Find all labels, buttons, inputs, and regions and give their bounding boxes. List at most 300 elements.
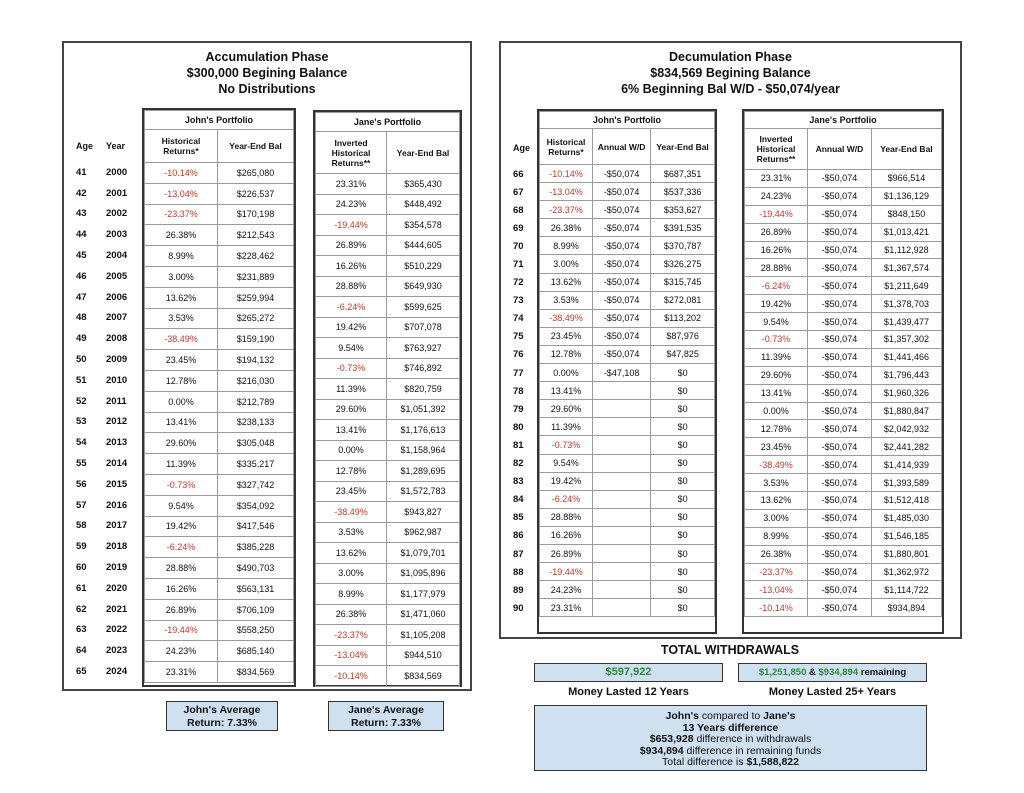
decum-age-row [513,599,539,617]
jane-bal-cell: $1,378,703 [871,295,941,313]
john-money-lasted: Money Lasted 12 Years [568,686,689,698]
accum-age-row [76,432,136,453]
john-accum-row [145,308,294,329]
age-cell: 68 [513,204,524,216]
jane-returns-cell: 26.89% [316,235,387,256]
jane-accum-row [316,276,460,297]
john-accum-row [145,246,294,267]
john-wd-cell [593,382,651,400]
decum-age-row [513,581,539,599]
accum-age-row [76,495,136,516]
jane-wd-cell: -$50,074 [808,581,872,599]
john-returns-cell: 8.99% [540,237,593,255]
age-cell: 52 [76,395,87,407]
decum-age-row [513,201,539,219]
john-accum-row [145,474,294,495]
john-bal-cell: $194,132 [218,350,294,371]
jane-accum-row [316,215,460,236]
john-bal-cell: $0 [651,436,715,454]
jane-wd-cell: -$50,074 [808,492,872,510]
jane-bal-cell: $943,827 [387,502,460,523]
john-returns-cell: 9.54% [540,454,593,472]
john-bal-cell: $687,351 [651,165,715,183]
john-bal-header: Year-End Bal [218,130,294,163]
john-bal-cell: $0 [651,563,715,581]
john-returns-cell: -10.14% [540,165,593,183]
jane-wd-cell: -$50,074 [808,527,872,545]
john-accum-row [145,287,294,308]
jane-returns-cell: 12.78% [745,420,808,438]
john-returns-cell: 3.00% [540,255,593,273]
jane-accum-row [316,481,460,502]
jane-bal-cell: $1,051,392 [387,399,460,420]
jane-accum-row [316,194,460,215]
jane-accum-row [316,645,460,666]
age-cell: 76 [513,349,524,361]
john-bal-cell: $354,092 [218,495,294,516]
jane-bal-cell: $1,393,589 [871,474,941,492]
john-returns-cell: -0.73% [540,436,593,454]
accum-age-row [76,640,136,661]
john-bal-cell: $706,109 [218,599,294,620]
age-cell: 66 [513,168,524,180]
john-returns-cell: 3.53% [145,308,218,329]
jane-bal-cell: $944,510 [387,645,460,666]
jane-returns-cell: -13.04% [745,581,808,599]
john-returns-cell: -38.49% [145,329,218,350]
jane-wd-cell: -$50,074 [808,509,872,527]
john-returns-cell: 26.89% [540,544,593,562]
john-accum-row [145,599,294,620]
john-accum-row [145,412,294,433]
jane-wd-cell: -$50,074 [808,348,872,366]
john-bal-cell: $0 [651,599,715,617]
john-accum-row [145,495,294,516]
john-returns-cell: -19.44% [145,620,218,641]
year-cell: 2020 [106,582,128,594]
year-cell: 2018 [106,541,128,553]
jane-returns-cell: 23.45% [316,481,387,502]
john-returns-cell: 23.45% [540,327,593,345]
year-cell: 2016 [106,499,128,511]
john-accum-row [145,391,294,412]
jane-bal-cell: $962,987 [387,522,460,543]
john-returns-cell: 16.26% [540,526,593,544]
jane-bal-cell: $1,960,326 [871,384,941,402]
john-returns-cell: 0.00% [540,364,593,382]
jane-accum-row [316,256,460,277]
john-decum-row [540,418,715,436]
accum-age-row [76,620,136,641]
jane-decum-bal-header: Year-End Bal [871,129,941,170]
jane-bal-cell: $1,013,421 [871,223,941,241]
john-wd-cell [593,544,651,562]
john-bal-cell: $226,537 [218,183,294,204]
john-accum-row [145,454,294,475]
jane-decum-row [745,545,942,563]
decum-age-row [513,310,539,328]
accum-age-row [76,308,136,329]
john-decum-row [540,291,715,309]
year-cell: 2015 [106,478,128,490]
jane-accum-row [316,502,460,523]
jane-returns-cell: -38.49% [316,502,387,523]
jane-returns-cell: 23.31% [316,174,387,195]
jane-decum-table [742,109,944,634]
accum-age-row [76,328,136,349]
jane-decum-row [745,420,942,438]
john-returns-cell: 12.78% [145,370,218,391]
jane-bal-cell: $2,441,282 [871,438,941,456]
jane-wd-cell: -$50,074 [808,438,872,456]
jane-returns-cell: 9.54% [316,338,387,359]
year-cell: 2004 [106,250,128,262]
jane-returns-cell: 29.60% [316,399,387,420]
john-decum-row [540,490,715,508]
age-cell: 42 [76,187,87,199]
jane-returns-cell: -13.04% [316,645,387,666]
jane-bal-cell: $707,078 [387,317,460,338]
jane-returns-cell: 26.38% [316,604,387,625]
age-cell: 50 [76,354,87,366]
john-accum-row [145,537,294,558]
year-cell: 2019 [106,562,128,574]
age-cell: 62 [76,603,87,615]
jane-wd-cell: -$50,074 [808,563,872,581]
john-wd-cell [593,526,651,544]
john-bal-cell: $159,190 [218,329,294,350]
jane-decum-row [745,295,942,313]
jane-bal-cell: $763,927 [387,338,460,359]
john-accum-row [145,433,294,454]
jane-bal-cell: $1,880,801 [871,545,941,563]
age-cell: 78 [513,385,524,397]
jane-returns-cell: -23.37% [745,563,808,581]
age-cell: 73 [513,295,524,307]
jane-accum-row [316,543,460,564]
jane-wd-cell: -$50,074 [808,599,872,617]
year-header: Year [106,141,126,151]
john-returns-cell: 24.23% [145,641,218,662]
age-cell: 80 [513,421,524,433]
jane-returns-cell: -0.73% [745,331,808,349]
jane-returns-cell: 19.42% [316,317,387,338]
jane-decum-row [745,527,942,545]
jane-accum-row [316,338,460,359]
john-decum-row [540,400,715,418]
jane-returns-cell: 12.78% [316,461,387,482]
jane-decum-row [745,581,942,599]
age-cell: 59 [76,541,87,553]
jane-bal-cell: $1,512,418 [871,492,941,510]
john-bal-cell: $113,202 [651,309,715,327]
decum-age-row [513,418,539,436]
john-accum-row [145,163,294,184]
john-total-box [534,663,723,682]
john-returns-cell: 12.78% [540,345,593,363]
jane-decum-row [745,492,942,510]
jane-bal-cell: $1,880,847 [871,402,941,420]
jane-decum-row [745,402,942,420]
age-cell: 65 [76,666,87,678]
jane-bal-cell: $1,485,030 [871,509,941,527]
year-cell: 2010 [106,374,128,386]
john-returns-cell: 23.31% [145,662,218,683]
john-returns-cell: -10.14% [145,163,218,184]
jane-decum-row [745,205,942,223]
accum-age-row [76,224,136,245]
john-returns-cell: 9.54% [145,495,218,516]
jane-bal-cell: $1,441,466 [871,348,941,366]
jane-wd-cell: -$50,074 [808,331,872,349]
john-accum-row [145,204,294,225]
john-returns-cell: -13.04% [540,183,593,201]
john-bal-cell: $47,825 [651,345,715,363]
accum-age-row [76,204,136,225]
john-bal-cell: $353,627 [651,201,715,219]
john-bal-cell: $265,080 [218,163,294,184]
year-cell: 2023 [106,645,128,657]
decum-age-row [513,436,539,454]
john-returns-cell: 29.60% [145,433,218,454]
jane-returns-cell: 24.23% [316,194,387,215]
jane-accum-caption: Jane's Portfolio [316,113,460,132]
jane-accum-row [316,379,460,400]
john-accum-row [145,641,294,662]
john-accum-row [145,516,294,537]
john-bal-cell: $0 [651,382,715,400]
jane-returns-cell: 8.99% [745,527,808,545]
john-accum-row [145,350,294,371]
jane-decum-row [745,170,942,188]
jane-bal-cell: $1,572,783 [387,481,460,502]
age-cell: 67 [513,186,524,198]
jane-returns-cell: -38.49% [745,456,808,474]
year-cell: 2007 [106,312,128,324]
jane-returns-cell: -19.44% [316,215,387,236]
john-decum-caption: John's Portfolio [540,112,715,129]
jane-wd-cell: -$50,074 [808,259,872,277]
jane-returns-cell: 11.39% [316,379,387,400]
jane-bal-cell: $1,095,896 [387,563,460,584]
decum-age-row [513,400,539,418]
john-wd-cell [593,508,651,526]
jane-bal-cell: $599,625 [387,297,460,318]
jane-returns-cell: -10.14% [316,666,387,687]
john-accum-row [145,266,294,287]
age-cell: 45 [76,250,87,262]
year-cell: 2009 [106,354,128,366]
john-bal-cell: $216,030 [218,370,294,391]
jane-bal-cell: $1,796,443 [871,366,941,384]
accum-age-row [76,245,136,266]
jane-bal-cell: $354,578 [387,215,460,236]
john-returns-cell: 11.39% [540,418,593,436]
accum-age-row [76,370,136,391]
john-decum-row [540,544,715,562]
jane-bal-cell: $1,136,129 [871,187,941,205]
accum-age-row [76,287,136,308]
jane-decum-wd-header: Annual W/D [808,129,872,170]
john-accum-row [145,329,294,350]
john-bal-cell: $212,789 [218,391,294,412]
john-decum-returns-header: Historical Returns* [540,129,593,165]
age-cell: 49 [76,333,87,345]
jane-returns-cell: 23.31% [745,170,808,188]
jane-accum-row [316,399,460,420]
jane-accum-row [316,317,460,338]
age-cell: 60 [76,562,87,574]
john-bal-cell: $0 [651,490,715,508]
jane-accum-row [316,666,460,687]
jane-total-box: $1,251,850 & $934,894 remaining [738,663,927,682]
john-bal-cell: $0 [651,364,715,382]
john-returns-cell: 26.89% [145,599,218,620]
jane-wd-cell: -$50,074 [808,277,872,295]
year-cell: 2013 [106,437,128,449]
year-cell: 2012 [106,416,128,428]
year-cell: 2008 [106,333,128,345]
jane-wd-cell: -$50,074 [808,223,872,241]
john-decum-row [540,436,715,454]
john-returns-cell: 28.88% [145,558,218,579]
jane-accum-row [316,461,460,482]
jane-wd-cell: -$50,074 [808,170,872,188]
jane-bal-cell: $365,430 [387,174,460,195]
john-decum-row [540,382,715,400]
age-cell: 63 [76,624,87,636]
john-decum-row [540,165,715,183]
jane-bal-cell: $1,439,477 [871,313,941,331]
decum-age-row [513,183,539,201]
john-accum-row [145,578,294,599]
jane-returns-header: Inverted Historical Returns** [316,132,387,174]
john-wd-cell: -$50,074 [593,327,651,345]
jane-wd-cell: -$50,074 [808,402,872,420]
year-cell: 2006 [106,291,128,303]
john-bal-cell: $231,889 [218,266,294,287]
age-cell: 61 [76,582,87,594]
john-bal-cell: $558,250 [218,620,294,641]
john-returns-cell: 23.45% [145,350,218,371]
john-returns-cell: 13.62% [540,273,593,291]
jane-wd-cell: -$50,074 [808,420,872,438]
jane-accum-row [316,584,460,605]
john-decum-row [540,563,715,581]
john-accum-row [145,183,294,204]
john-accum-row [145,558,294,579]
jane-bal-cell: $848,150 [871,205,941,223]
accum-age-row [76,599,136,620]
jane-returns-cell: 26.38% [745,545,808,563]
jane-bal-cell: $1,158,964 [387,440,460,461]
john-returns-cell: -0.73% [145,474,218,495]
jane-wd-cell: -$50,074 [808,295,872,313]
john-returns-cell: 26.38% [540,219,593,237]
john-bal-cell: $391,535 [651,219,715,237]
john-returns-cell: -23.37% [540,201,593,219]
jane-decum-row [745,313,942,331]
john-decum-row [540,581,715,599]
john-bal-cell: $272,081 [651,291,715,309]
decum-age-row [513,545,539,563]
jane-bal-cell: $1,289,695 [387,461,460,482]
john-bal-cell: $385,228 [218,537,294,558]
john-bal-cell: $537,336 [651,183,715,201]
john-wd-cell: -$50,074 [593,237,651,255]
jane-returns-cell: -23.37% [316,625,387,646]
jane-wd-cell: -$50,074 [808,241,872,259]
john-returns-cell: -6.24% [540,490,593,508]
accum-age-row [76,162,136,183]
jane-returns-cell: 28.88% [745,259,808,277]
jane-decum-caption: Jane's Portfolio [745,112,942,129]
decum-age-row [513,165,539,183]
john-returns-cell: -19.44% [540,563,593,581]
john-bal-cell: $370,787 [651,237,715,255]
jane-decum-row [745,563,942,581]
john-returns-cell: 13.41% [540,382,593,400]
jane-wd-cell: -$50,074 [808,545,872,563]
age-cell: 47 [76,291,87,303]
jane-decum-row [745,456,942,474]
john-bal-cell: $563,131 [218,578,294,599]
jane-bal-cell: $834,569 [387,666,460,687]
john-bal-cell: $0 [651,400,715,418]
john-returns-cell: -6.24% [145,537,218,558]
john-decum-row [540,364,715,382]
john-wd-cell: -$50,074 [593,273,651,291]
jane-returns-cell: 24.23% [745,187,808,205]
age-cell: 69 [513,222,524,234]
jane-returns-cell: 13.41% [316,420,387,441]
jane-returns-cell: 16.26% [316,256,387,277]
decumulation-title: Decumulation Phase $834,569 Begining Balance 6% Beginning Bal W/D - $50,074/year [621,50,840,96]
john-returns-cell: 13.41% [145,412,218,433]
john-bal-cell: $0 [651,472,715,490]
john-decum-row [540,309,715,327]
decum-age-row [513,509,539,527]
jane-wd-cell: -$50,074 [808,205,872,223]
john-bal-cell: $326,275 [651,255,715,273]
john-bal-cell: $212,543 [218,225,294,246]
jane-wd-cell: -$50,074 [808,456,872,474]
accum-age-row [76,578,136,599]
john-accum-row [145,620,294,641]
john-bal-cell: $834,569 [218,662,294,683]
jane-bal-cell: $1,211,649 [871,277,941,295]
john-bal-cell: $335,217 [218,454,294,475]
jane-returns-cell: 13.62% [745,492,808,510]
comparison-summary-box: John's compared to Jane's 13 Years difference $653,928 difference in withdrawals $934,894 difference in remaining funds Total difference is $1,588,822 [534,705,927,771]
john-bal-cell: $490,703 [218,558,294,579]
jane-returns-cell: -10.14% [745,599,808,617]
jane-returns-cell: 0.00% [316,440,387,461]
age-cell: 77 [513,367,524,379]
john-bal-cell: $228,462 [218,246,294,267]
jane-bal-cell: $746,892 [387,358,460,379]
jane-decum-row [745,223,942,241]
jane-bal-cell: $649,930 [387,276,460,297]
jane-average-return: Jane's Average Return: 7.33% [328,701,444,731]
john-decum-row [540,237,715,255]
john-wd-cell: -$50,074 [593,219,651,237]
age-cell: 88 [513,566,524,578]
jane-returns-cell: 3.00% [316,563,387,584]
jane-returns-cell: 3.00% [745,509,808,527]
john-wd-cell: -$50,074 [593,291,651,309]
jane-decum-row [745,348,942,366]
